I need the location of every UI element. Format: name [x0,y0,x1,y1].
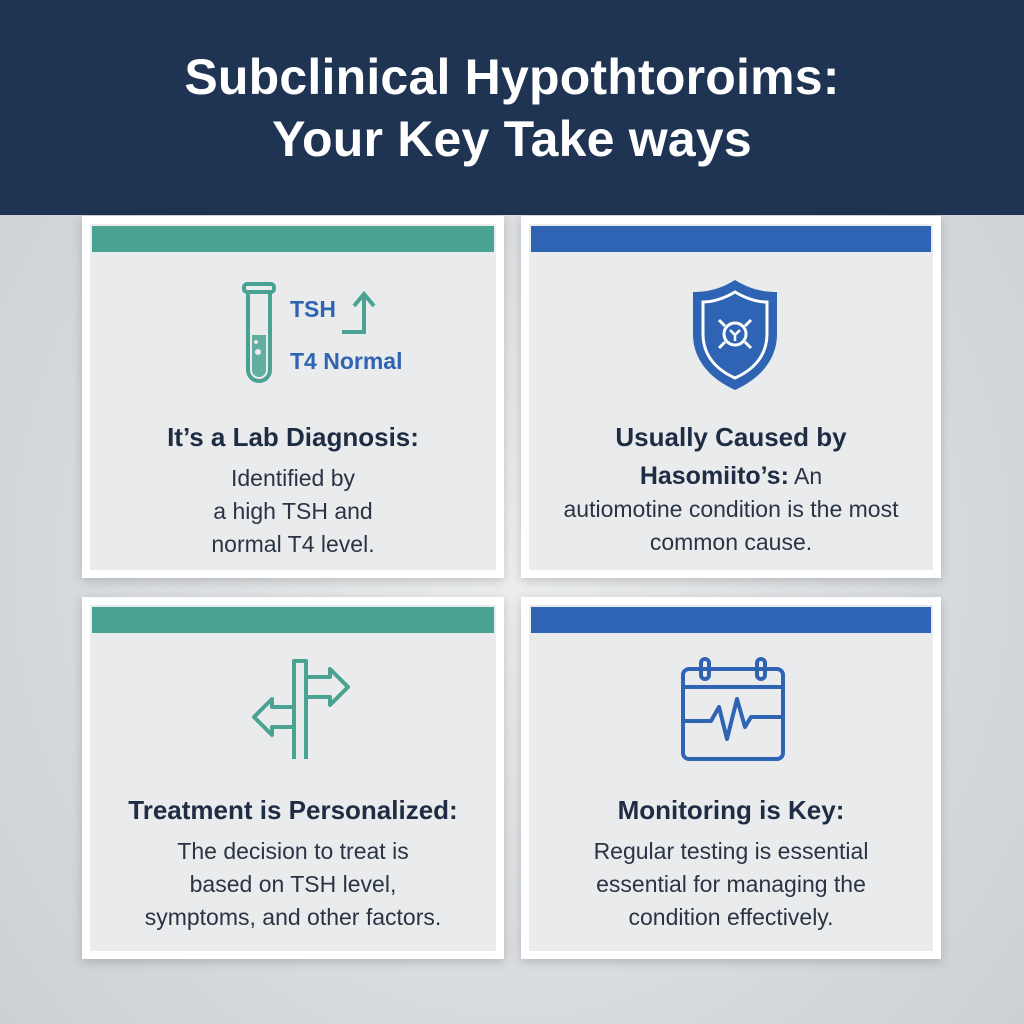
card-treatment [82,597,504,959]
card-title: Monitoring is Key: [617,795,845,825]
test-tube-icon [240,280,286,392]
desc-inline: An [788,463,823,489]
card-title-continued: Hasomiito’s: [639,462,789,490]
card-description [90,462,496,561]
arrow-up-icon [340,288,380,338]
card-accent-bar [92,607,494,633]
page-title-line-2: Your Key Take ways [272,110,752,167]
card-description [529,835,933,934]
calendar-heartbeat-icon [677,653,789,765]
desc-line: based on TSH level, [189,871,397,897]
t4-normal-label: T4 Normal [290,348,403,374]
card-hashimotos [521,216,941,578]
card-accent-bar [531,226,931,252]
desc-line: a high TSH and [213,498,373,524]
desc-line: symptoms, and other factors. [144,904,442,930]
page-title-line-1: Subclinical Hypothtoroims: [184,48,840,105]
desc-line: Identified by [230,465,356,491]
card-accent-bar [531,607,931,633]
card-description [90,835,496,934]
desc-line: condition effectively. [628,904,834,930]
card-lab-diagnosis [82,216,504,578]
card-title: Usually Caused by [615,422,847,452]
desc-line: Regular testing is essential [593,838,869,864]
signpost-icon [248,655,354,761]
desc-line: autiomotine condition is the most [563,496,899,522]
shield-icon [689,276,781,394]
card-description [529,460,933,559]
desc-line: normal T4 level. [211,531,375,557]
card-title: Treatment is Personalized: [128,795,458,825]
desc-line: common cause. [649,529,813,555]
desc-line: essential for managing the [596,871,866,897]
card-title: It’s a Lab Diagnosis: [167,422,419,452]
desc-first-line [529,460,933,493]
header-banner [0,0,1024,215]
desc-line: The decision to treat is [177,838,409,864]
card-monitoring [521,597,941,959]
card-accent-bar [92,226,494,252]
tsh-label: TSH [290,296,336,322]
